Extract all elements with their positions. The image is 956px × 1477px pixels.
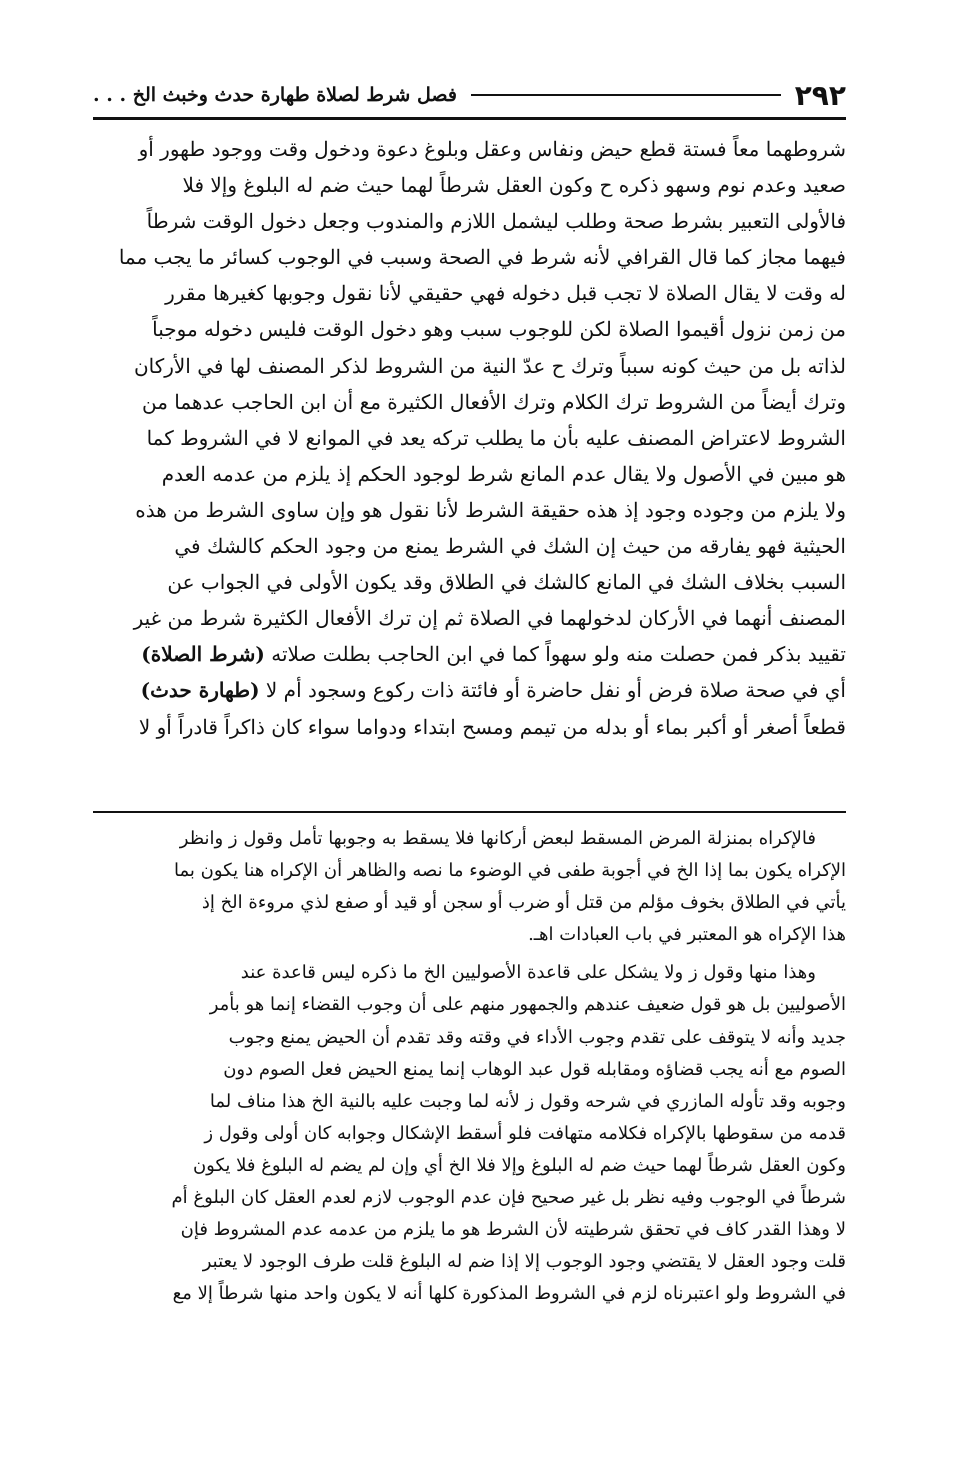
text-segment: تقييد بذكر فمن حصلت منه ولو سهواً كما في ابن الحاجب بطلت صلاته (264, 642, 846, 667)
header-dash-line (471, 94, 781, 96)
text-line: فالأولى التعبير بشرط صحة وطلب ليشمل اللازم والمندوب وجعل دخول الوقت شرطاً (146, 209, 846, 234)
footnote-paragraph (93, 823, 846, 951)
text-line: هو مبين في الأصول ولا يقال عدم المانع شرط لوجود الحكم إذ يلزم من عدمه العدم (161, 461, 846, 486)
footnote-line: يأتي في الطلاق بخوف مؤلم من قتل أو ضرب أو سجن أو قيد أو صفع لذي مروءة الخ إذ (201, 892, 846, 914)
text-segment: أي في صحة صلاة فرض أو نفل حاضرة أو فائتة ذات ركوع وسجود أم لا (259, 678, 846, 703)
text-line (93, 672, 846, 708)
footnote-line: الإكراه يكون بما إذا الخ في أجوبة طفى في الوضوء ما نصه والظاهر أن الإكراه هنا يكون بما (174, 860, 846, 882)
running-title: فصل شرط لصلاة طهارة حدث وخبث الخ . . . (93, 84, 457, 106)
footnote-line: جديد وأنه لا يتوقف على تقدم وجوب الأداء في وقته وقد تقدم أن الحيض يمنع وجوب (228, 1026, 846, 1048)
footnotes (93, 823, 846, 1310)
text-line: شروطهما معاً فستة قطع حيض ونفاس وعقل وبلوغ دعوة ودخول وقت ووجود طهور أو (138, 137, 846, 161)
footnote-line: وهذا منها وقول ز ولا يشكل على قاعدة الأصوليين الخ ما ذكره ليس قاعدة عند (240, 962, 816, 984)
bold-matn-phrase: (طهارة حدث) (140, 678, 260, 703)
text-line: صعيد وعدم نوم وسهو ذكره ح وكون العقل شرطاً لهما حيث ضم له البلوغ وإلا فلا (182, 173, 846, 198)
text-line: المصنف أنهما في الأركان لدخولهما في الصلاة ثم إن ترك الأفعال الكثيرة شرط من غير (133, 606, 846, 631)
header-rule (93, 117, 846, 120)
text-line: وترك أيضاً من الشروط ترك الكلام وترك الأفعال الكثيرة مع أن ابن الحاجب عدهما من (141, 389, 846, 414)
footnote-line: في الشروط ولو اعتبرناه لزم في الشروط المذكورة كلها أنه لا يكون واحد منها شرطاً إلا مع (172, 1283, 846, 1305)
text-line: فيهما مجاز كما قال القرافي لأنه شرط في الصحة وسبب في الوجوب كسائر ما يجب مما (118, 245, 846, 270)
footnote-line: قلت وجود العقل لا يقتضي وجود الوجوب إلا إذا ضم له البلوغ قلت طرف الوجود لا يعتبر (202, 1251, 846, 1273)
text-line: الشروط لاعتراض المصنف عليه بأن ما يطلب تركه يعد في الموانع لا في الشروط كما (146, 425, 846, 450)
footnote-line: لا وهذا القدر كاف في تحقق شرطيته لأن الشرط هو ما يلزم من عدمه عدم المشروط فإن (180, 1219, 846, 1241)
text-line: لذاته بل من حيث كونه سبباً وترك ح عدّ النية من الشروط لذكر المصنف لها في الأركان (133, 353, 846, 378)
text-line: السبب بخلاف الشك في المانع كالشك في الطلاق وقد يكون الأولى في الجواب عن (167, 570, 846, 595)
footnote-line: قدمه من سقوطها بالإكراه فكلامه متهافت فلو أسقط الإشكال وجوابه كان أولى وقول ز (204, 1122, 846, 1144)
footnote-line: الصوم مع أنه يجب قضاؤه ومقابله قول عبد الوهاب إنما يمنع الحيض فعل الصوم دون (223, 1058, 846, 1080)
text-line: من زمن نزول أقيموا الصلاة لكن للوجوب سبب وهو دخول الوقت فليس دخوله موجباً (152, 317, 846, 342)
footnote-line: فالإكراه بمنزلة المرض المسقط لبعض أركانها فلا يسقط به وجوبها تأمل وقول ز وانظر (179, 828, 816, 849)
footnote-line: الأصوليين بل هو قول ضعيف عندهم والجمهور منهم على أن وجوب القضاء إنما هو بأمر (209, 994, 846, 1016)
footnote-line: وكون العقل شرطاً لهما حيث ضم له البلوغ وإلا فلا الخ أي وإن لم يضم له البلوغ فلا يكون (192, 1154, 846, 1176)
text-line: له وقت لا يقال الصلاة لا تجب قبل دخوله فهي حقيقي لأنا نقول وجوبها كغيرها مقرر (165, 281, 846, 306)
footnote-line: هذا الإكراه هو المعتبر في باب العبادات اهـ. (528, 924, 846, 946)
text-line (93, 636, 846, 672)
text-line: الحيثية فهو يفارقه من حيث إن الشك في الشرط يمنع من وجود الحكم كالشك في (174, 534, 846, 559)
text-line: قطعاً أصغر أو أكبر بماء أو بدله من تيمم ومسح ابتداء ودواما سواء كان ذاكراً قادراً أو لا (138, 714, 846, 739)
footnote-separator (93, 811, 846, 813)
main-text (93, 131, 846, 745)
footnote-line: شرطاً في الوجوب وفيه نظر بل غير صحيح فإن عدم الوجوب لازم لعدم العقل كان البلوغ أم (171, 1187, 846, 1209)
bold-matn-phrase: (شرط الصلاة) (141, 642, 265, 667)
page-number: ٢٩٢ (794, 78, 846, 112)
text-line: ولا يلزم من وجوده وجود إذ هذه حقيقة الشرط لأنا نقول هو وإن ساوى الشرط من هذه (135, 497, 846, 522)
footnote-line: وجوبه وقد تأوله المازري في شرحه وقول ز لأنه لما وجبت عليه بالنية الخ هذا مناف لما (209, 1090, 846, 1112)
page-header (93, 78, 846, 112)
footnote-paragraph (93, 957, 846, 1310)
